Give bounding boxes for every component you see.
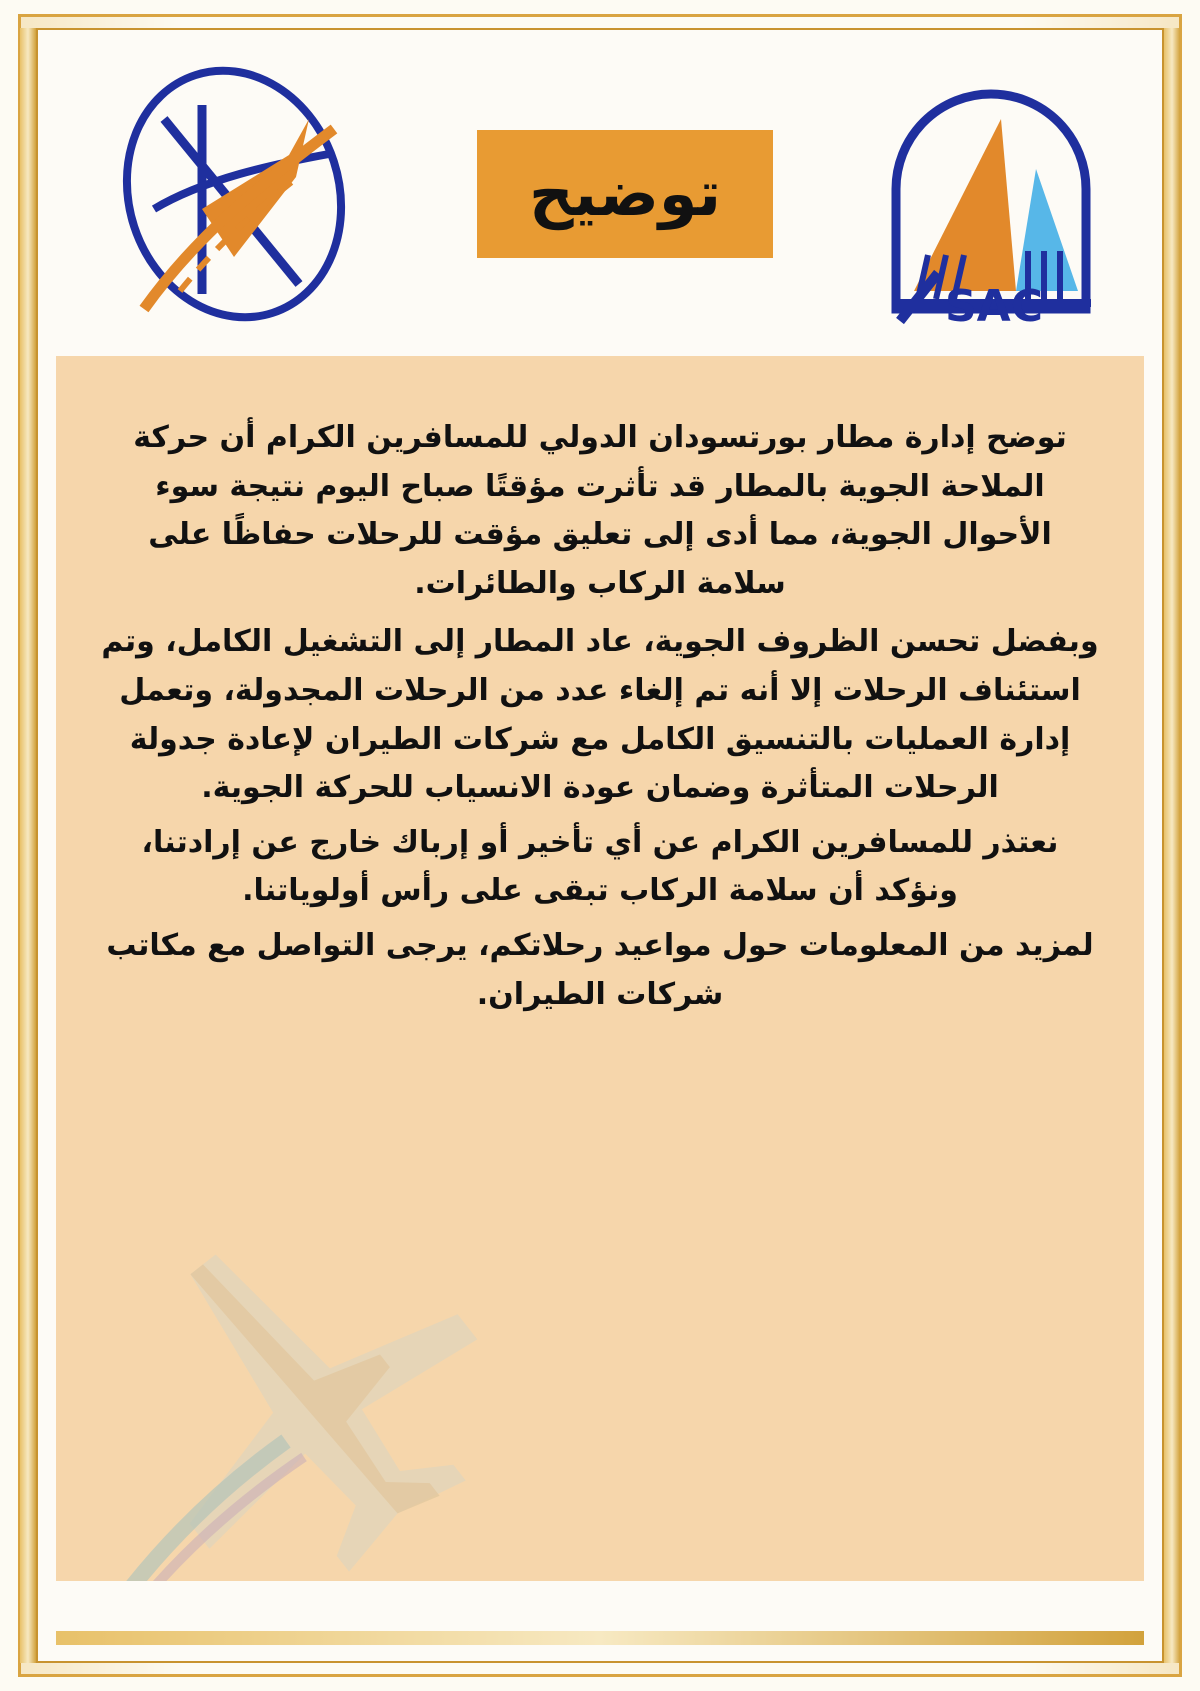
frame-gold-right xyxy=(1164,28,1180,1663)
announcement-body xyxy=(100,414,1100,1019)
paragraph-1: توضح إدارة مطار بورتسودان الدولي للمسافرين الكرام أن حركة الملاحة الجوية بالمطار قد تأثرت مؤقتًا صباح اليوم نتيجة سوء الأحوال الجوية، مما أدى إلى تعليق مؤقت للرحلات حفاظًا على سلامة الركاب والطائرات. xyxy=(133,420,1067,601)
title-badge-label: توضيح xyxy=(528,157,722,230)
frame-gold-left xyxy=(20,28,36,1663)
sac-logo-text: SAC xyxy=(944,281,1044,329)
bottom-gold-strip xyxy=(56,1631,1144,1645)
paragraph-4: لمزيد من المعلومات حول مواعيد رحلاتكم، يرجى التواصل مع مكاتب شركات الطيران. xyxy=(106,927,1094,1012)
poster-header xyxy=(56,44,1144,344)
announcement-panel xyxy=(56,356,1144,1581)
paragraph-2: وبفضل تحسن الظروف الجوية، عاد المطار إلى التشغيل الكامل، وتم استئناف الرحلات إلا أنه تم إلغاء عدد من الرحلات المجدولة، وتعمل إدارة العمليات بالتنسيق الكامل مع شركات الطيران لإعادة جدولة الرحلات المتأثرة وضمان عودة الانسياب للحركة الجوية. xyxy=(101,624,1099,806)
title-badge xyxy=(477,130,773,258)
airplane-watermark xyxy=(96,1191,516,1581)
port-sudan-airport-logo xyxy=(84,59,384,329)
paragraph-3: نعتذر للمسافرين الكرام عن أي تأخير أو إرباك خارج عن إرادتنا، ونؤكد أن سلامة الركاب تبقى على رأس أولوياتنا. xyxy=(141,824,1059,909)
sac-sudan-airlines-logo xyxy=(866,59,1116,329)
